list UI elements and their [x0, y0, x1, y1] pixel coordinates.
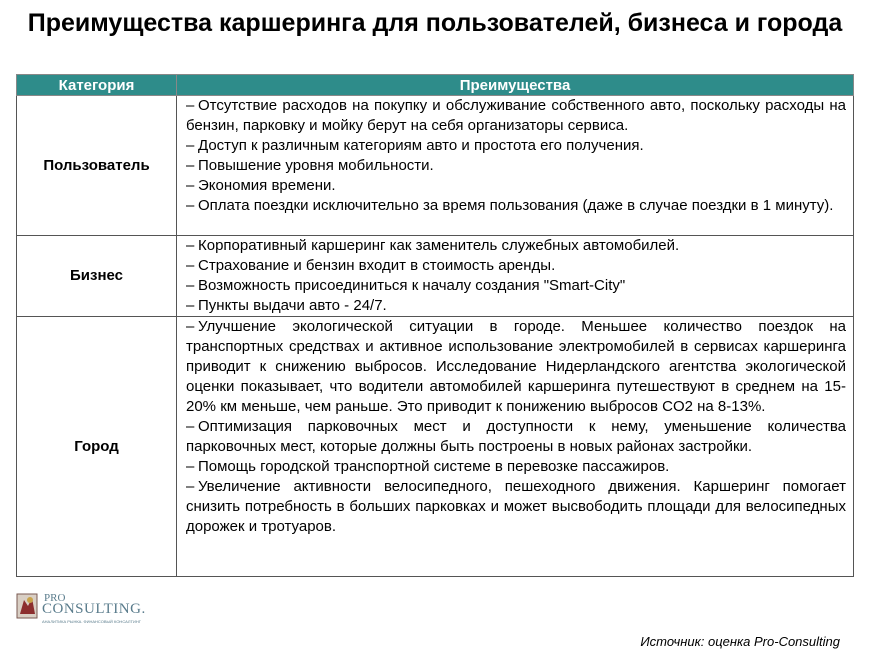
- table-row: [17, 317, 854, 577]
- benefit-item: – Отсутствие расходов на покупку и обслуживание собственного авто, поскольку расходы на бензин, парковку и мойку берут на себя организаторы сервиса.: [186, 97, 846, 134]
- benefit-item: – Помощь городской транспортной системе в перевозке пассажиров.: [186, 458, 670, 475]
- benefit-item: – Повышение уровня мобильности.: [186, 157, 434, 174]
- crest-logo-icon: [16, 592, 40, 620]
- benefit-item: – Улучшение экологической ситуации в городе. Меньшее количество поездок на транспортных средствах и активное использование электромобилей в сервисах каршеринга приводит к снижению выбросов. Исследование Нидерландского агентства экологической оценки показывает, что водители автомобилей каршеринга путешествуют в среднем на 15-20% км меньше, чем раньше. Это приводит к понижению выбросов CO2 на 8-13%.: [186, 318, 846, 415]
- logo-tagline: АНАЛИТИКА РЫНКА. ФИНАНСОВЫЙ КОНСАЛТИНГ: [42, 619, 141, 624]
- benefits-cell: [177, 236, 854, 317]
- category-cell: Бизнес: [17, 236, 177, 317]
- benefits-cell: [177, 96, 854, 236]
- benefit-item: – Корпоративный каршеринг как заменитель служебных автомобилей.: [186, 237, 680, 254]
- benefit-item: – Оплата поездки исключительно за время пользования (даже в случае поездки в 1 минуту).: [186, 197, 834, 214]
- benefit-item: – Страхование и бензин входит в стоимость аренды.: [186, 257, 556, 274]
- header-category: Категория: [17, 75, 177, 96]
- category-cell: Пользователь: [17, 96, 177, 236]
- benefit-item: – Увеличение активности велосипедного, пешеходного движения. Каршеринг помогает снизить потребность в больших парковках и может высвободить площади для велосипедных дорожек и тротуаров.: [186, 478, 846, 535]
- source-note: Источник: оценка Pro-Consulting: [640, 634, 840, 649]
- page-title: Преимущества каршеринга для пользователей, бизнеса и города: [27, 9, 843, 37]
- benefits-table: [16, 74, 854, 577]
- table-header-row: [17, 75, 854, 96]
- table-row: [17, 236, 854, 317]
- benefits-cell: [177, 317, 854, 577]
- logo-name-text: CONSULTING.: [42, 601, 146, 617]
- header-benefits: Преимущества: [177, 75, 854, 96]
- benefit-item: – Доступ к различным категориям авто и простота его получения.: [186, 137, 644, 154]
- benefit-item: – Оптимизация парковочных мест и доступности к нему, уменьшение количества парковочных мест, которые должны быть построены в новых районах застройки.: [186, 418, 846, 455]
- company-logo: [16, 592, 156, 626]
- logo-pro-text: PRO: [44, 592, 66, 604]
- benefit-item: – Возможность присоединиться к началу создания "Smart-City": [186, 277, 626, 294]
- category-cell: Город: [17, 317, 177, 577]
- benefit-item: – Пункты выдачи авто - 24/7.: [186, 297, 387, 314]
- benefit-item: – Экономия времени.: [186, 177, 336, 194]
- table-row: [17, 96, 854, 236]
